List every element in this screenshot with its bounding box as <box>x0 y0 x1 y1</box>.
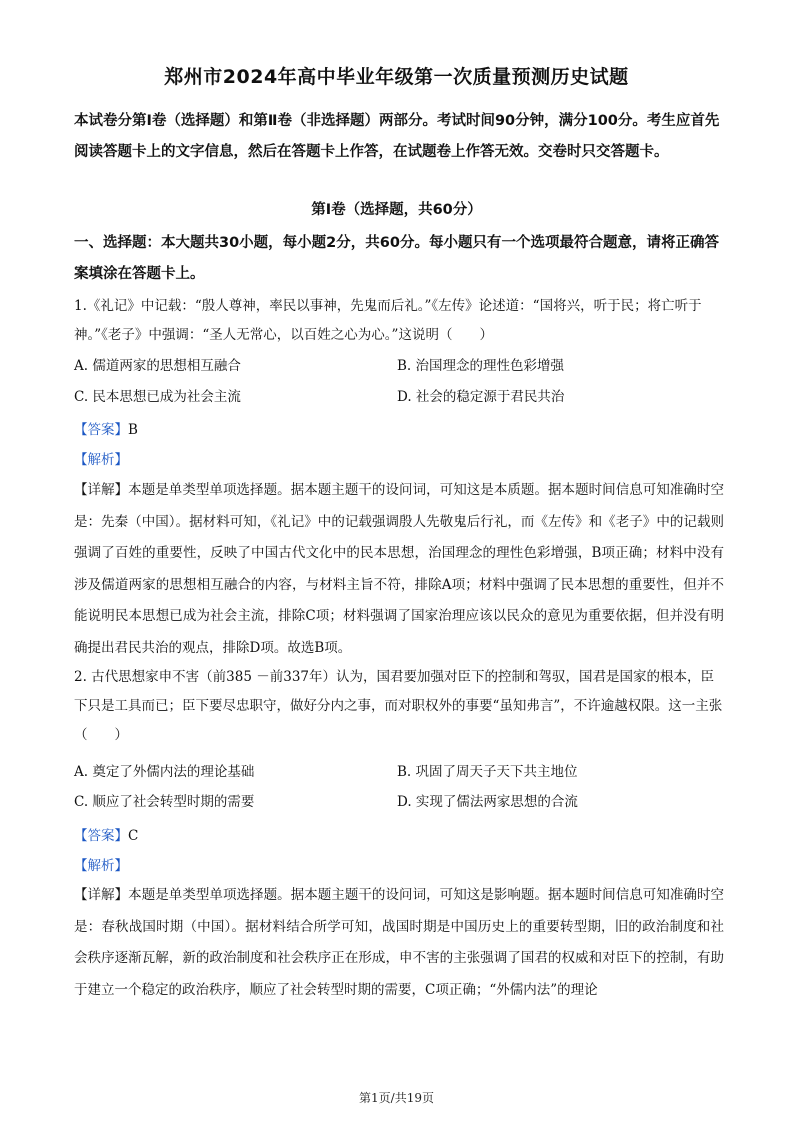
part-heading: 一、选择题：本大题共30小题，每小题2分，共60分。每小题只有一个选项最符合题意，请将正确答案填涂在答题卡上。 <box>74 235 719 282</box>
detail-label: 【详解】 <box>74 482 129 498</box>
detail-text: 本题是单类型单项选择题。据本题主题干的设问词，可知这是影响题。据本题时间信息可知准确时空是：春秋战国时期（中国）。据材料结合所学可知，战国时期是中国历史上的重要转型期，旧的政治制度和社会秩序逐渐瓦解，新的政治制度和社会秩序正在形成，申不害的主张强调了国君的权威和对臣下的控制，有助于建立一个稳定的政治秩序，顺应了社会转型时期的需要，C项正确；“外儒内法”的理论 <box>74 887 725 998</box>
question-1-detail <box>74 475 724 664</box>
question-1-option-b: B. 治国理念的理性色彩增强 <box>397 358 565 374</box>
answer-label: 【答案】 <box>74 422 128 438</box>
question-2-stem: 2. 古代思想家申不害（前385 －前337年）认为，国君要加强对臣下的控制和驾驭，国君是国家的根本，臣下只是工具而已；臣下要尽忠职守，做好分内之事，而对职权外的事要“虽知弗言”，不许逾越权限。这一主张（ ） <box>74 669 723 743</box>
detail-text: 本题是单类型单项选择题。据本题主题干的设问词，可知这是本质题。据本题时间信息可知准确时空是：先秦（中国）。据材料可知，《礼记》中的记载强调殷人先敬鬼后行礼，而《左传》和《老子》中的记载则强调了百姓的重要性，反映了中国古代文化中的民本思想，治国理念的理性色彩增强，B项正确；材料中没有涉及儒道两家的思想相互融合的内容，与材料主旨不符，排除A项；材料中强调了民本思想的重要性，但并不能说明民本思想已成为社会主流，排除C项；材料强调了国家治理应该以民众的意见为重要依据，但并没有明确提出君民共治的观点，排除D项。故选B项。 <box>74 482 725 656</box>
question-1-option-c: C. 民本思想已成为社会主流 <box>74 389 241 405</box>
analysis-label: 【解析】 <box>74 858 128 874</box>
question-2-option-c: C. 顺应了社会转型时期的需要 <box>74 794 255 810</box>
question-2-detail <box>74 880 724 1006</box>
question-1-option-d: D. 社会的稳定源于君民共治 <box>397 389 565 405</box>
question-2-analysis <box>74 856 128 876</box>
question-2-answer <box>74 826 138 846</box>
answer-label: 【答案】 <box>74 828 128 844</box>
page-number: 第1页/共19页 <box>359 1091 434 1105</box>
question-2-option-d: D. 实现了儒法两家思想的合流 <box>397 794 578 810</box>
section-heading: 第Ⅰ卷（选择题，共60分） <box>311 202 482 218</box>
analysis-label: 【解析】 <box>74 452 128 468</box>
exam-title: 郑州市2024年高中毕业年级第一次质量预测历史试题 <box>164 66 629 88</box>
detail-label: 【详解】 <box>74 887 129 903</box>
answer-value: C <box>128 828 139 844</box>
question-1-analysis <box>74 450 128 470</box>
answer-value: B <box>128 422 138 438</box>
question-1-option-a: A. 儒道两家的思想相互融合 <box>74 358 241 374</box>
question-1-answer <box>74 420 138 440</box>
question-2-option-b: B. 巩固了周天子天下共主地位 <box>397 764 578 780</box>
exam-instructions: 本试卷分第Ⅰ卷（选择题）和第Ⅱ卷（非选择题）两部分。考试时间90分钟，满分100分。考生应首先阅读答题卡上的文字信息，然后在答题卡上作答，在试题卷上作答无效。交卷时只交答题卡。 <box>74 113 720 160</box>
question-1-stem: 1.《礼记》中记载：“殷人尊神，率民以事神，先鬼而后礼。”《左传》论述道：“国将兴，听于民；将亡听于神。”《老子》中强调：“圣人无常心，以百姓之心为心。”这说明（ ） <box>74 298 702 343</box>
question-2-option-a: A. 奠定了外儒内法的理论基础 <box>74 764 255 780</box>
